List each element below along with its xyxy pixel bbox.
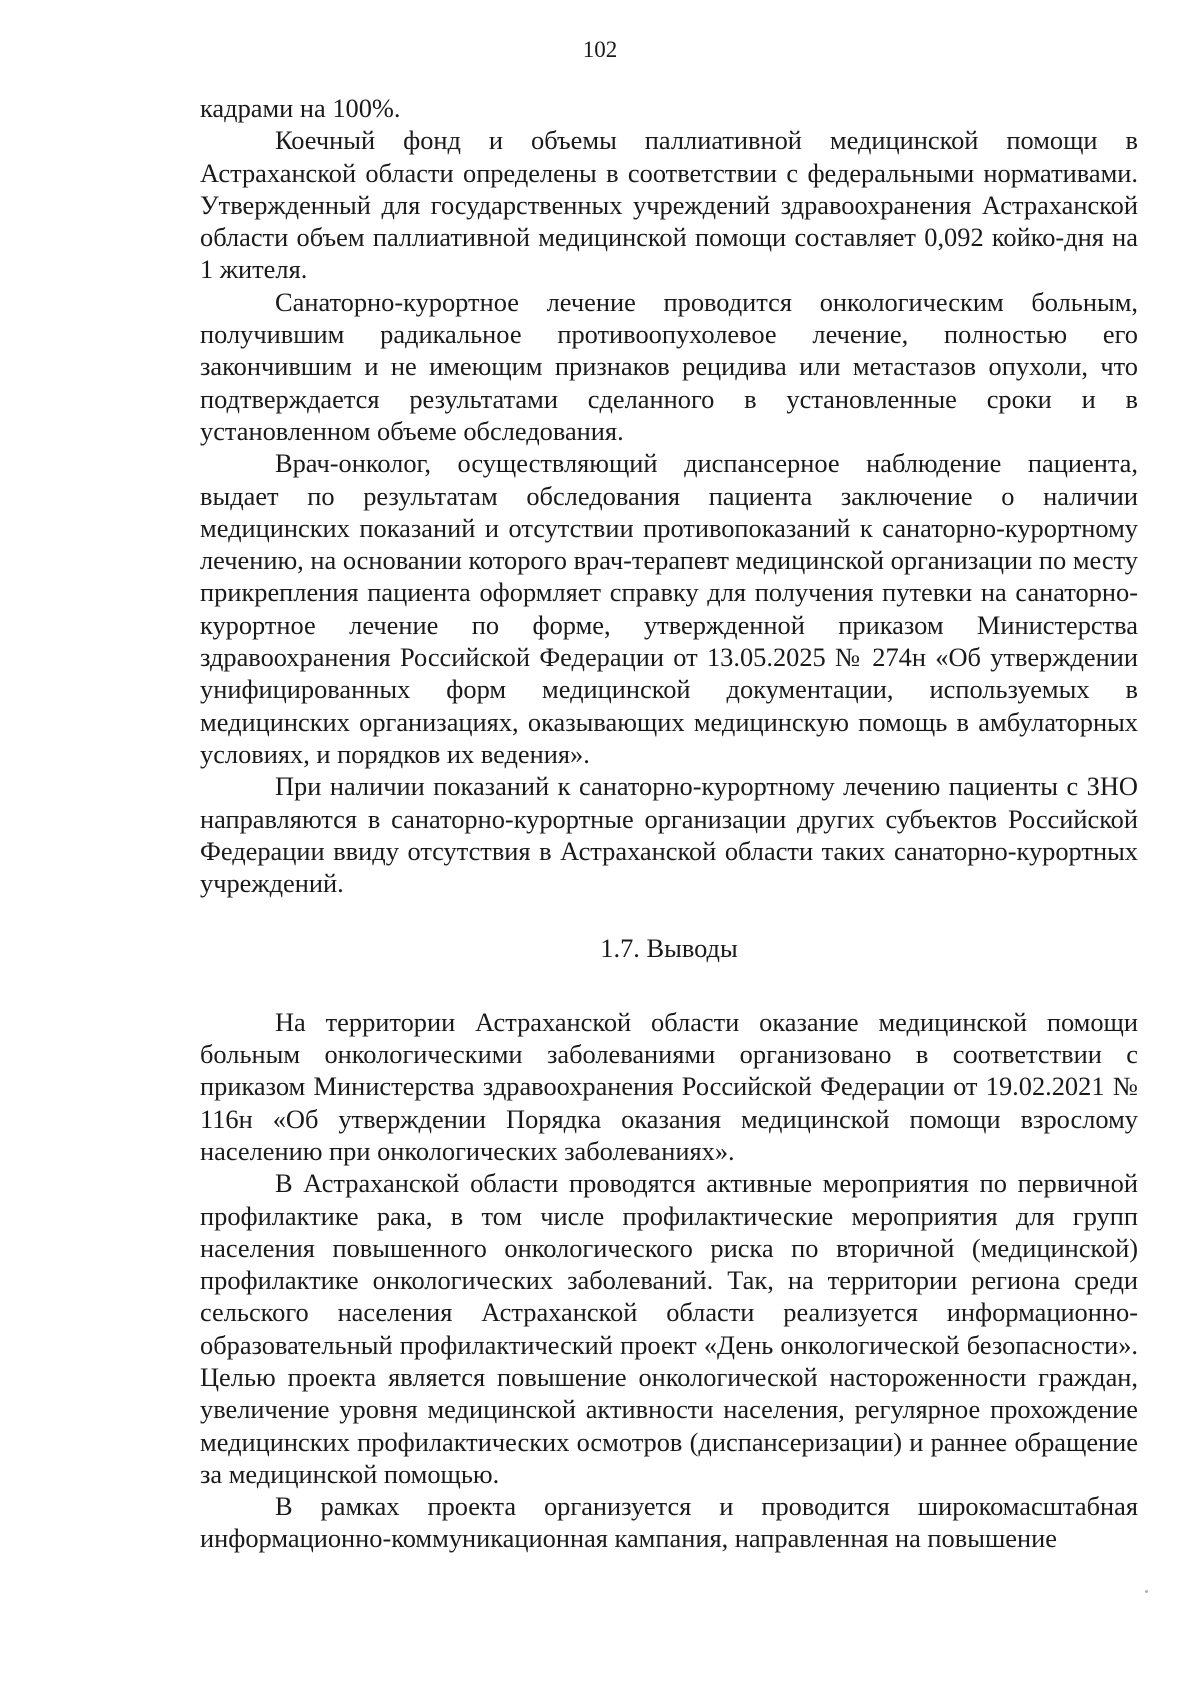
paragraph-continuation: кадрами на 100%. xyxy=(200,93,401,123)
paragraph-referral-other-regions: При наличии показаний к санаторно-курортному лечению пациенты с ЗНО направляются в санаторно-курортные организации других субъектов Российской Федерации ввиду отсутствия в Астраханской области таких санаторно-курортных учреждений. xyxy=(200,771,1138,899)
scan-dot xyxy=(1145,1590,1148,1593)
body-text xyxy=(200,92,1138,1555)
paragraph-information-campaign: В рамках проекта организуется и проводится широкомасштабная информационно-коммуникационная кампания, направленная на повышение xyxy=(200,1491,1138,1554)
paragraph-oncologist-conclusion: Врач-онколог, осуществляющий диспансерное наблюдение пациента, выдает по результатам обследования пациента заключение о наличии медицинских показаний и отсутствии противопоказаний к санаторно-курортному лечению, на основании которого врач-терапевт медицинской организации по месту прикрепления пациента оформляет справку для получения путевки на санаторно-курортное лечение по форме, утвержденной приказом Министерства здравоохранения Российской Федерации от 13.05.2025 № 274н «Об утверждении унифицированных форм медицинской документации, используемых в медицинских организациях, оказывающих медицинскую помощь в амбулаторных условиях, и порядков их ведения». xyxy=(200,448,1138,769)
paragraph-prevention-project: В Астраханской области проводятся активные мероприятия по первичной профилактике рака, в том числе профилактические мероприятия для групп населения повышенного онкологического риска по вторичной (медицинской) профилактике онкологических заболеваний. Так, на территории региона среди сельского населения Астраханской области реализуется информационно-образовательный профилактический проект «День онкологической безопасности». Целью проекта является повышение онкологической настороженности граждан, увеличение уровня медицинской активности населения, регулярное прохождение медицинских профилактических осмотров (диспансеризации) и раннее обращение за медицинской помощью. xyxy=(200,1168,1138,1489)
paragraph-palliative-beds: Коечный фонд и объемы паллиативной медицинской помощи в Астраханской области определены в соответствии с федеральными нормативами. Утвержденный для государственных учреждений здравоохранения Астраханской области объем паллиативной медицинской помощи составляет 0,092 койко-дня на 1 жителя. xyxy=(200,125,1138,285)
paragraph-sanatorium-treatment: Санаторно-курортное лечение проводится онкологическим больным, получившим радикальное противоопухолевое лечение, полностью его закончившим и не имеющим признаков рецидива или метастазов опухоли, что подтверждается результатами сделанного в установленные сроки и в установленном объеме обследования. xyxy=(200,286,1138,446)
section-heading-conclusions: 1.7. Выводы xyxy=(600,933,738,964)
page-number: 102 xyxy=(582,37,618,62)
paragraph-order-116n: На территории Астраханской области оказание медицинской помощи больным онкологическими заболеваниями организовано в соответствии с приказом Министерства здравоохранения Российской Федерации от 19.02.2021 № 116н «Об утверждении Порядка оказания медицинской помощи взрослому населению при онкологических заболеваниях». xyxy=(200,1006,1138,1166)
